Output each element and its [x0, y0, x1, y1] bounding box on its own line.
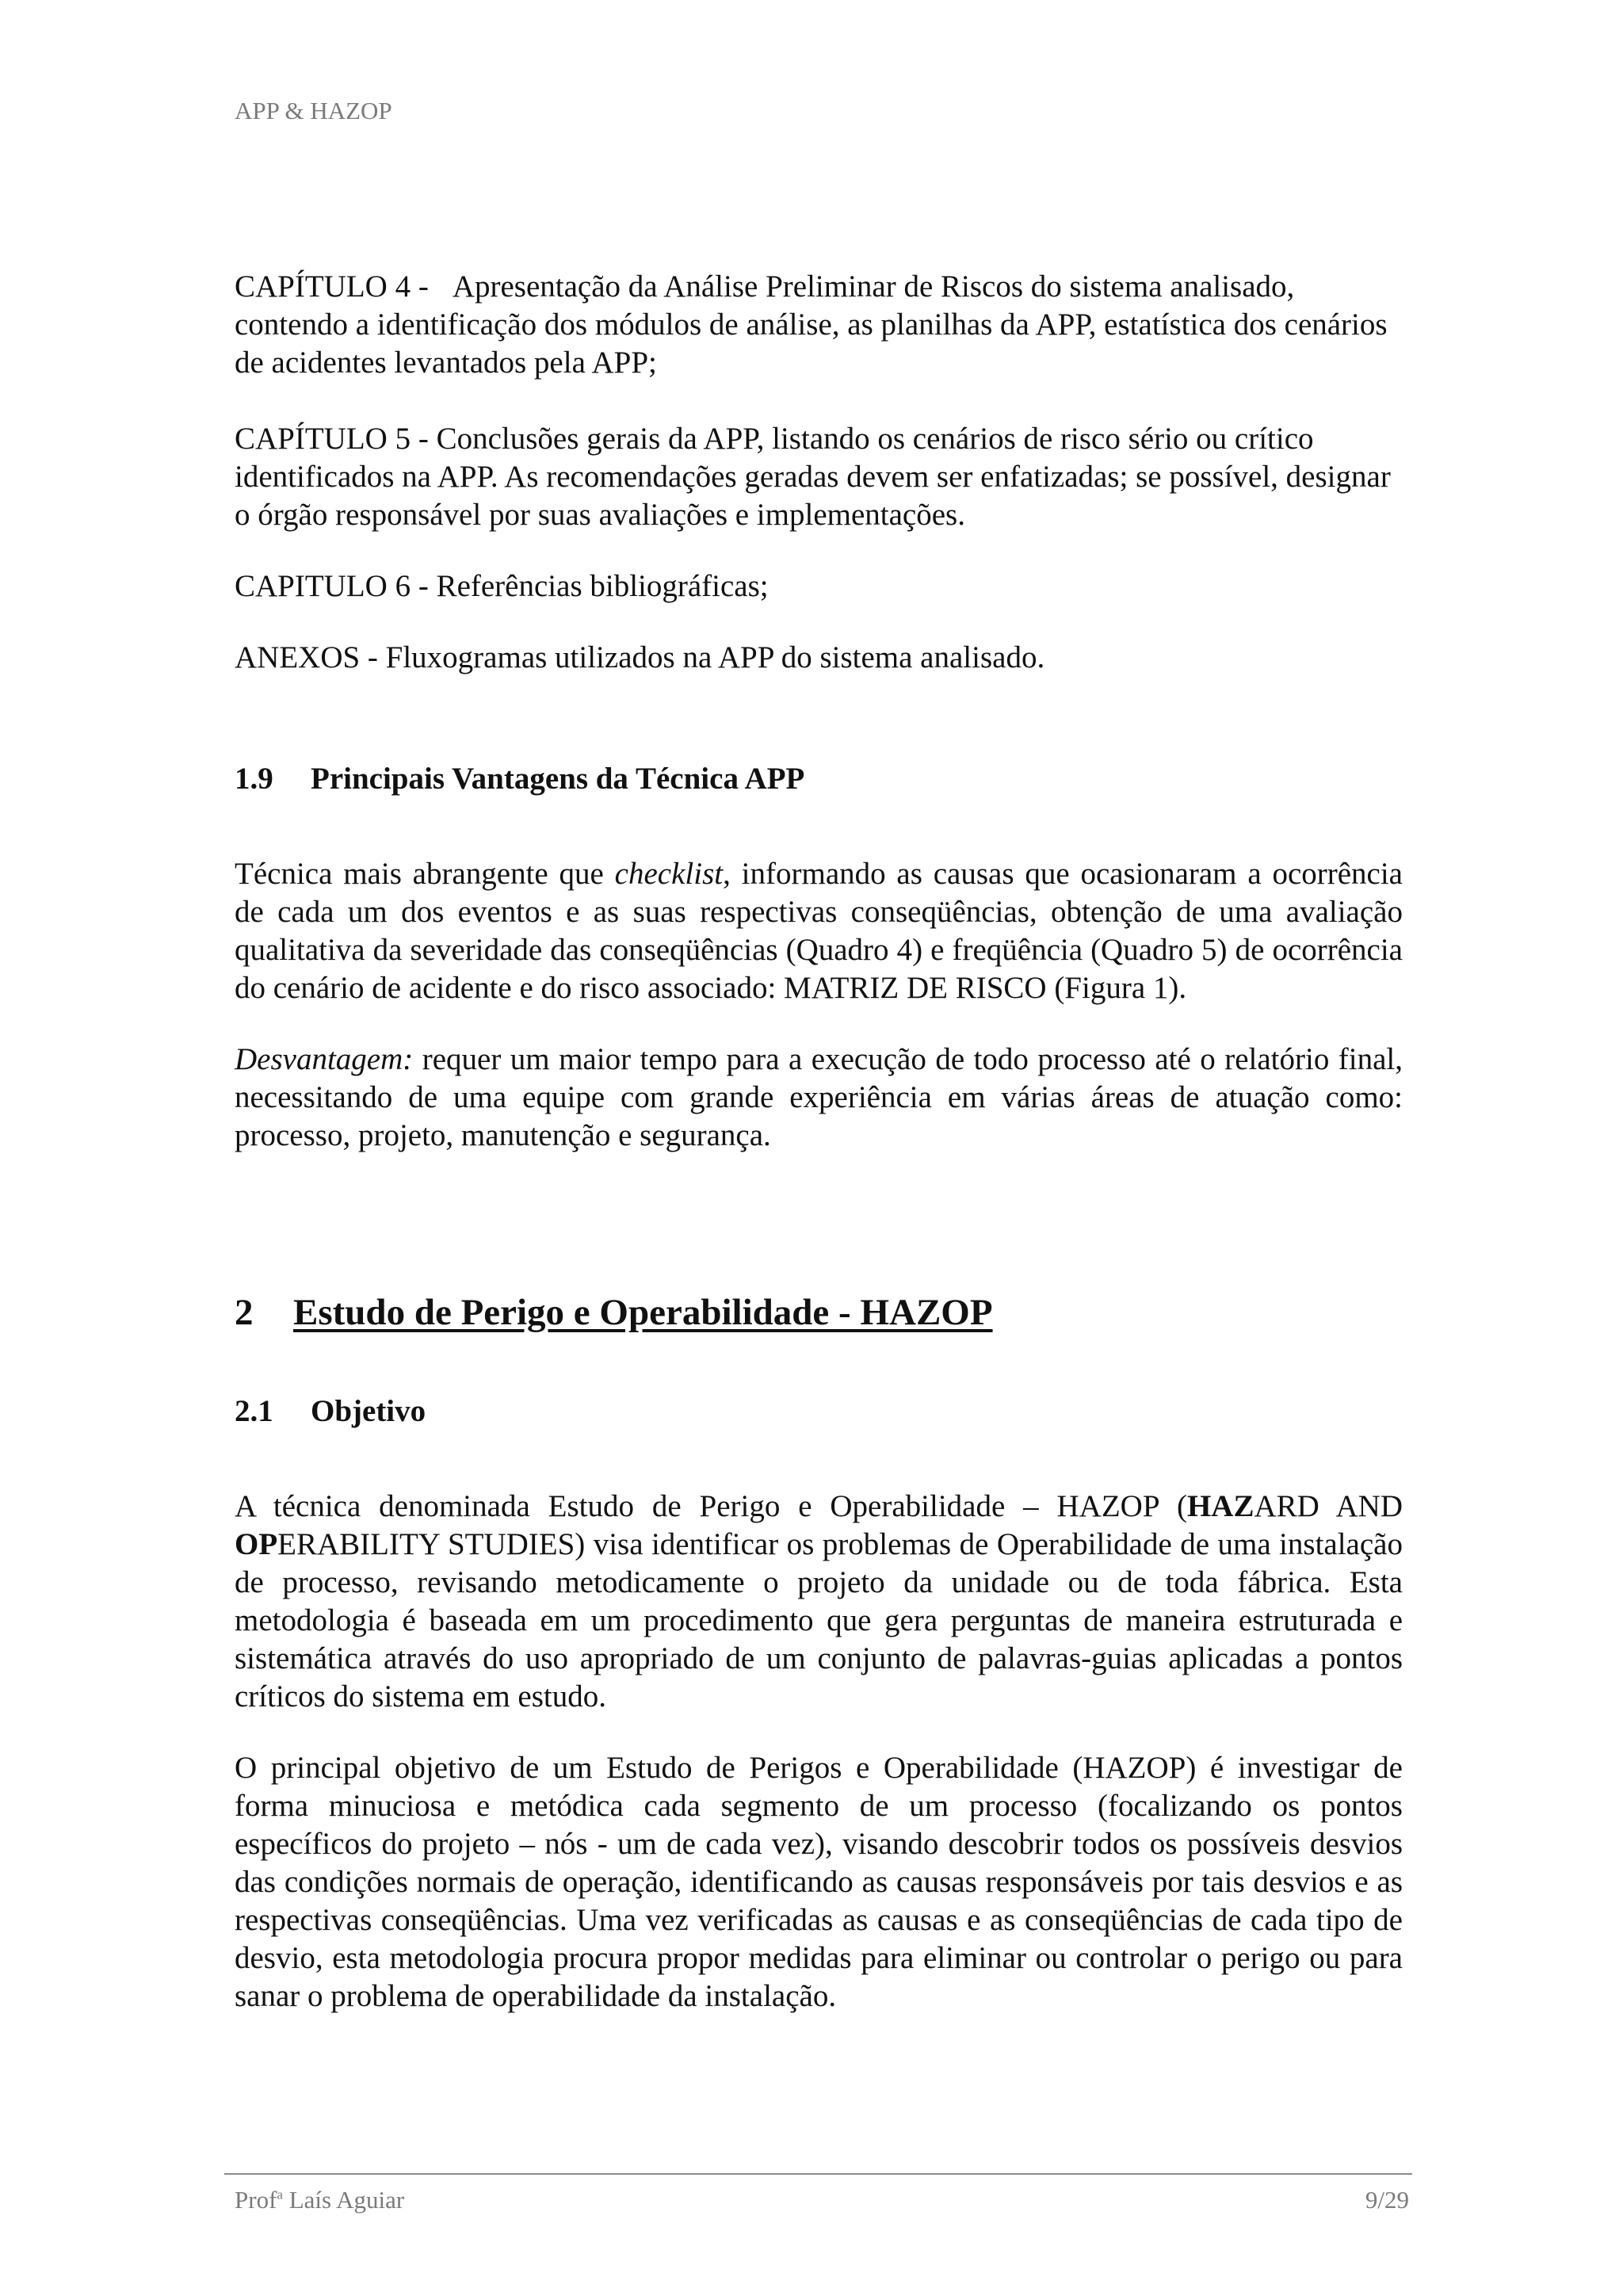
section-2-1-paragraph-2: O principal objetivo de um Estudo de Perigos e Operabilidade (HAZOP) é investigar de forma minuciosa e metódica cada segmento de um processo (focalizando os pontos específicos do projeto – nós - um de cada vez), visando descobrir todos os possíveis desvios das condições normais de operação, identificando as causas responsáveis por tais desvios e as respectivas conseqüências. Uma vez verificadas as causas e as conseqüências de cada tipo de desvio, esta metodologia procura propor medidas para eliminar ou controlar o perigo ou para sanar o problema de operabilidade da instalação. — [235, 1751, 1403, 2013]
chapter-title: Estudo de Perigo e Operabilidade - HAZOP — [293, 1292, 993, 1333]
annexes-item: ANEXOS - Fluxogramas utilizados na APP do sistema analisado. — [235, 640, 1045, 674]
author-superscript: a — [277, 2187, 283, 2202]
chapter-number: 2 — [235, 1292, 254, 1333]
text-run: Técnica mais abrangente que — [235, 857, 615, 891]
chapter-4-item — [235, 268, 1403, 382]
text-run: , informando as causas que ocasionaram a ocorrência de cada um dos eventos e as suas respectivas conseqüências, obtenção de uma avaliação qualitativa da severidade das conseqüências (Quadro 4) e freqüência (Quadro 5) de ocorrência do cenário de acidente e do risco associado: MATRIZ DE RISCO (Figura 1). — [235, 857, 1403, 1005]
section-2-1-paragraph-1 — [235, 1488, 1403, 1716]
text-run: ARD AND — [1254, 1489, 1403, 1523]
emphasis-run: checklist — [614, 857, 724, 891]
page-number: 9/29 — [1365, 2186, 1409, 2214]
author-name: Laís Aguiar — [282, 2186, 405, 2214]
bold-run: OP — [235, 1527, 278, 1561]
bold-run: HAZ — [1186, 1489, 1254, 1523]
chapter-6-item: CAPITULO 6 - Referências bibliográficas; — [235, 569, 769, 603]
section-1-9-paragraph-2 — [235, 1041, 1403, 1155]
running-header: APP & HAZOP — [235, 97, 392, 124]
footer-divider — [224, 2173, 1412, 2175]
author-prefix: Prof — [235, 2186, 277, 2214]
section-title: Objetivo — [311, 1394, 426, 1428]
section-number: 1.9 — [235, 762, 273, 796]
chapter-4-label: CAPÍTULO 4 - — [235, 269, 429, 304]
text-run: requer um maior tempo para a execução de todo processo até o relatório final, necessitando de uma equipe com grande experiência em várias áreas de atuação como: processo, projeto, manutenção e segurança. — [235, 1042, 1403, 1152]
chapter-5-item: CAPÍTULO 5 - Conclusões gerais da APP, listando os cenários de risco sério ou crítico identificados na APP. As recomendações geradas devem ser enfatizadas; se possível, designar o órgão responsável por suas avaliações e implementações. — [235, 422, 1391, 532]
section-1-9-heading — [235, 760, 1403, 798]
footer-author — [235, 2186, 404, 2214]
emphasis-run: Desvantagem: — [235, 1042, 414, 1076]
section-number: 2.1 — [235, 1394, 273, 1428]
page-body — [235, 268, 1403, 2015]
section-2-1-heading — [235, 1392, 1403, 1431]
chapter-2-heading — [235, 1289, 1403, 1335]
text-run: ERABILITY STUDIES) visa identificar os problemas de Operabilidade de uma instalação de processo, revisando metodicamente o projeto da unidade ou de toda fábrica. Esta metodologia é baseada em um procedimento que gera perguntas de maneira estruturada e sistemática através do uso apropriado de um conjunto de palavras-guias aplicadas a pontos críticos do sistema em estudo. — [235, 1527, 1403, 1713]
text-run: A técnica denominada Estudo de Perigo e Operabilidade – HAZOP ( — [235, 1489, 1187, 1523]
section-title: Principais Vantagens da Técnica APP — [311, 762, 805, 796]
section-1-9-paragraph-1 — [235, 855, 1403, 1007]
chapter-4-text: Apresentação da Análise Preliminar de Riscos do sistema analisado, contendo a identificação dos módulos de análise, as planilhas da APP, estatística dos cenários de acidentes levantados pela APP; — [235, 269, 1388, 380]
